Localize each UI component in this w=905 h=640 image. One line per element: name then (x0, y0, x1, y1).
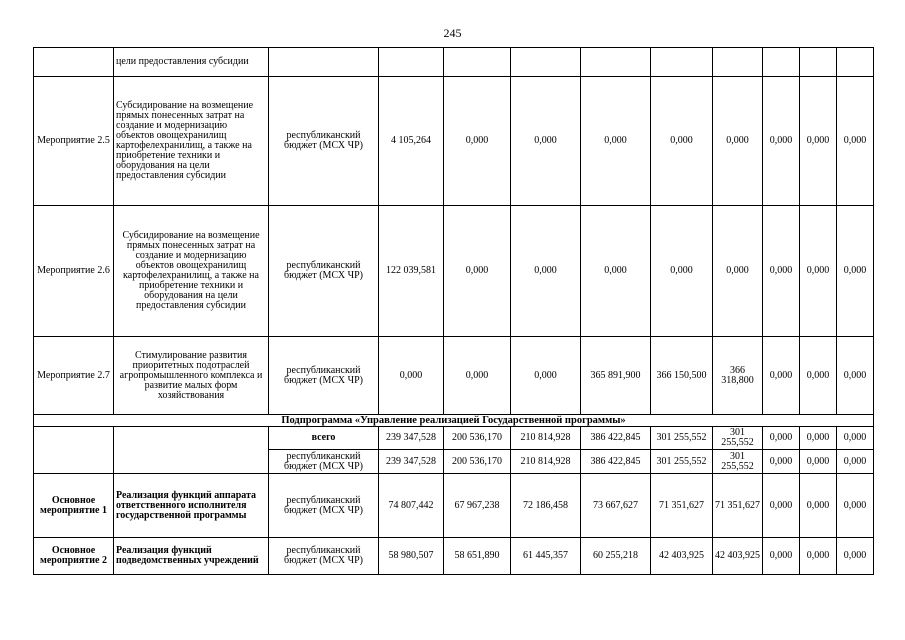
cell: 0,000 (511, 206, 581, 337)
cell: 0,000 (800, 427, 837, 450)
table-row (34, 77, 874, 206)
cell (511, 48, 581, 77)
page-number: 245 (443, 26, 462, 40)
cell (581, 48, 651, 77)
cell: 0,000 (837, 474, 874, 538)
cell: 0,000 (511, 77, 581, 206)
cell: 0,000 (800, 77, 837, 206)
cell: 366 318,800 (713, 337, 763, 415)
cell: 386 422,845 (581, 427, 651, 450)
cell: 58 980,507 (379, 538, 444, 575)
cell: 210 814,928 (511, 427, 581, 450)
cell: 0,000 (763, 538, 800, 575)
cell: 0,000 (837, 206, 874, 337)
cell: 210 814,928 (511, 450, 581, 474)
cell: 301 255,552 (651, 450, 713, 474)
cell: 0,000 (800, 538, 837, 575)
cell: 0,000 (837, 337, 874, 415)
row-source (269, 48, 379, 77)
cell: 60 255,218 (581, 538, 651, 575)
row-source: республиканский бюджет (МСХ ЧР) (269, 337, 379, 415)
cell: 0,000 (444, 337, 511, 415)
row-label: Мероприятие 2.5 (34, 77, 114, 206)
cell: 71 351,627 (651, 474, 713, 538)
row-label: Основное мероприятие 2 (34, 538, 114, 575)
cell: 72 186,458 (511, 474, 581, 538)
cell: 0,000 (800, 206, 837, 337)
cell: 0,000 (800, 450, 837, 474)
cell: 239 347,528 (379, 450, 444, 474)
row-label: Мероприятие 2.6 (34, 206, 114, 337)
cell: 4 105,264 (379, 77, 444, 206)
cell: 0,000 (581, 206, 651, 337)
row-description: цели предоставления субсидии (114, 48, 269, 77)
cell: 0,000 (763, 427, 800, 450)
row-source: республиканский бюджет (МСХ ЧР) (269, 474, 379, 538)
table-row (34, 538, 874, 575)
cell: 122 039,581 (379, 206, 444, 337)
cell: 0,000 (800, 474, 837, 538)
cell: 0,000 (763, 206, 800, 337)
cell: 0,000 (763, 450, 800, 474)
cell: 0,000 (763, 474, 800, 538)
table-row (34, 206, 874, 337)
cell: 0,000 (763, 337, 800, 415)
cell: 42 403,925 (713, 538, 763, 575)
cell (379, 48, 444, 77)
row-source: республиканский бюджет (МСХ ЧР) (269, 206, 379, 337)
row-description: Стимулирование развития приоритетных подотраслей агропромышленного комплекса и развитие малых форм хозяйствования (114, 337, 269, 415)
cell: 0,000 (763, 77, 800, 206)
cell: 386 422,845 (581, 450, 651, 474)
cell: 58 651,890 (444, 538, 511, 575)
cell (444, 48, 511, 77)
cell: 200 536,170 (444, 450, 511, 474)
cell (713, 48, 763, 77)
row-description: Реализация функций аппарата ответственного исполнителя государственной программы (114, 474, 269, 538)
row-description: Реализация функций подведомственных учреждений (114, 538, 269, 575)
cell: 0,000 (713, 77, 763, 206)
cell: 365 891,900 (581, 337, 651, 415)
cell (837, 48, 874, 77)
cell: 301 255,552 (651, 427, 713, 450)
cell: 239 347,528 (379, 427, 444, 450)
row-source: республиканский бюджет (МСХ ЧР) (269, 450, 379, 474)
cell: 0,000 (837, 77, 874, 206)
row-source: республиканский бюджет (МСХ ЧР) (269, 538, 379, 575)
row-label: Основное мероприятие 1 (34, 474, 114, 538)
cell: 74 807,442 (379, 474, 444, 538)
row-source: республиканский бюджет (МСХ ЧР) (269, 77, 379, 206)
subprogram-row (34, 415, 874, 427)
table-row (34, 474, 874, 538)
cell: 0,000 (511, 337, 581, 415)
row-description: Субсидирование на возмещение прямых понесенных затрат на создание и модернизацию объектов овощехранилищ картофелехранилищ, а также на приобретение техники и оборудования на цели предоставления субсидии (114, 206, 269, 337)
table-row (34, 427, 874, 450)
row-label: Мероприятие 2.7 (34, 337, 114, 415)
table-row (34, 337, 874, 415)
cell (800, 48, 837, 77)
cell: 366 150,500 (651, 337, 713, 415)
cell: 0,000 (800, 337, 837, 415)
cell: 0,000 (651, 77, 713, 206)
cell (763, 48, 800, 77)
row-label (34, 427, 114, 474)
cell: 0,000 (444, 77, 511, 206)
row-description (114, 427, 269, 474)
budget-table (33, 47, 874, 575)
cell (651, 48, 713, 77)
subprogram-title: Подпрограмма «Управление реализацией Государственной программы» (34, 415, 874, 427)
row-description: Субсидирование на возмещение прямых понесенных затрат на создание и модернизацию объектов овощехранилищ картофелехранилищ, а также на приобретение техники и оборудования на цели предоставления субсидии (114, 77, 269, 206)
cell: 301 255,552 (713, 427, 763, 450)
cell: 71 351,627 (713, 474, 763, 538)
cell: 0,000 (651, 206, 713, 337)
cell: 0,000 (444, 206, 511, 337)
row-label (34, 48, 114, 77)
cell: 73 667,627 (581, 474, 651, 538)
table-row (34, 48, 874, 77)
cell: 67 967,238 (444, 474, 511, 538)
cell: 61 445,357 (511, 538, 581, 575)
cell: 0,000 (581, 77, 651, 206)
row-source: всего (269, 427, 379, 450)
cell: 0,000 (837, 427, 874, 450)
cell: 0,000 (713, 206, 763, 337)
cell: 0,000 (837, 538, 874, 575)
cell: 42 403,925 (651, 538, 713, 575)
cell: 301 255,552 (713, 450, 763, 474)
cell: 200 536,170 (444, 427, 511, 450)
cell: 0,000 (379, 337, 444, 415)
cell: 0,000 (837, 450, 874, 474)
